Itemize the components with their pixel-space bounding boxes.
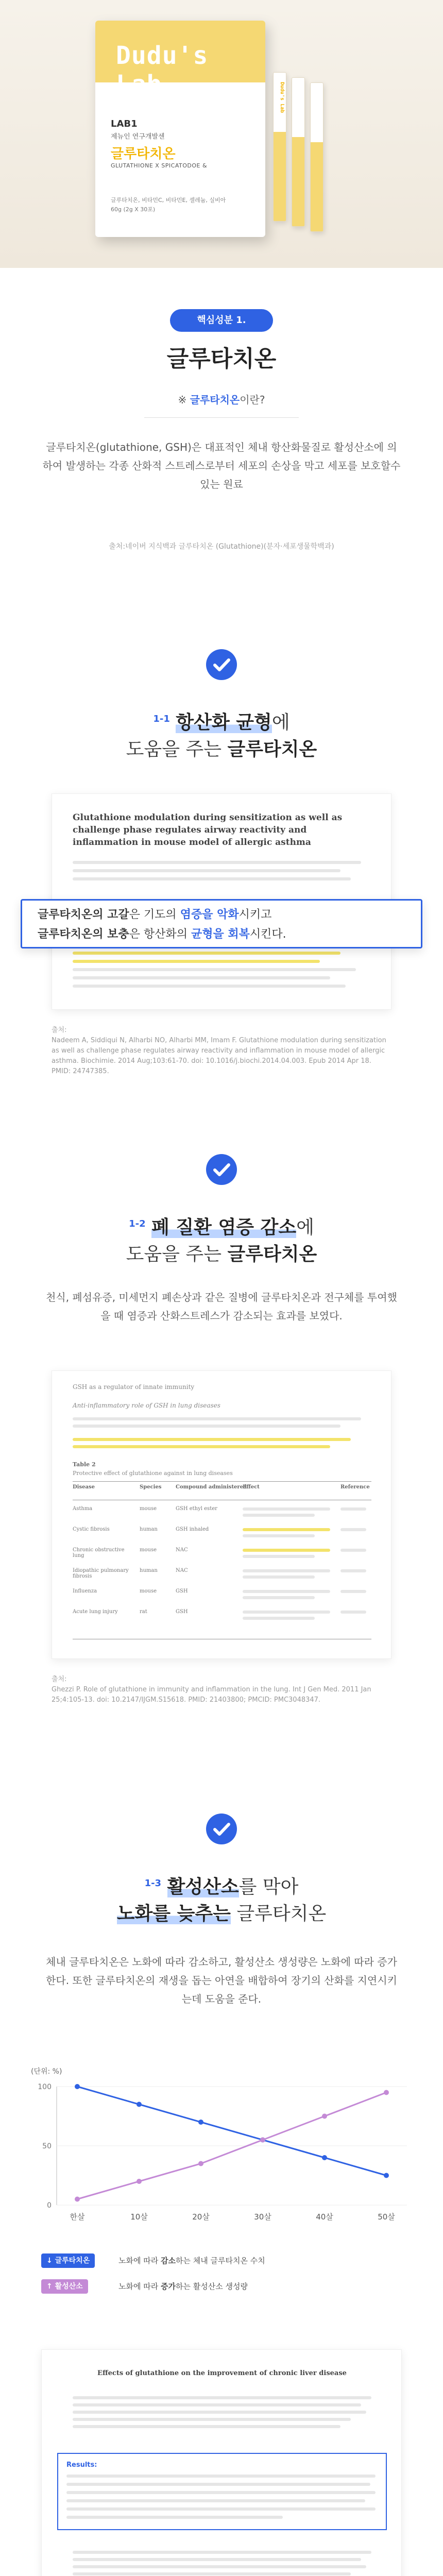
table-cell-effect-line: [243, 1534, 315, 1537]
table-cell-effect-line: [243, 1555, 315, 1558]
table-cell-compound: NAC: [176, 1568, 188, 1573]
table-cell-disease: Acute lung injury: [73, 1609, 118, 1615]
finding-e: 글루타치온의 보충: [38, 928, 129, 941]
legend-glutathione-tag: ↓ 글루타치온: [41, 2253, 95, 2268]
stick-brand: Dudu's Lab: [279, 82, 285, 113]
table-cell-reference-line: [340, 1528, 366, 1531]
section-2-suffix: 에: [296, 1217, 314, 1238]
table-cell-compound: GSH inhaled: [176, 1527, 209, 1532]
paper-line: [73, 1417, 361, 1420]
x-tick-label: 30살: [254, 2212, 271, 2222]
table-cell-effect-line: [243, 1549, 330, 1552]
table-cell-reference-line: [340, 1507, 366, 1511]
lab-label: LAB1: [111, 118, 138, 129]
x-tick-label: 한살: [70, 2212, 85, 2222]
data-point-ros: [137, 2179, 142, 2184]
table-cell-effect-line: [243, 1590, 330, 1593]
hero-banner: [0, 0, 443, 268]
table-cell-effect-line: [243, 1575, 315, 1579]
table-cell-effect-line: [243, 1617, 315, 1620]
table-cell-species: mouse: [140, 1506, 157, 1512]
table-row: [73, 1547, 371, 1563]
paper-line-highlight: [73, 1438, 351, 1441]
table-cell-disease: Chronic obstructive lung: [73, 1547, 125, 1558]
series-line-glutathione: [77, 2087, 386, 2176]
paper-line: [66, 2475, 376, 2478]
section-2-line2: [0, 1241, 443, 1268]
check-circle-icon: [206, 1154, 237, 1185]
product-stick-2: [292, 77, 305, 227]
paper-2-source: [52, 1674, 391, 1705]
results-box: [57, 2453, 387, 2530]
product-ingredients: 글루타치온, 비타민C, 비타민E, 셀레늄, 실비아: [111, 197, 226, 204]
paper-excerpt-2: [52, 1370, 391, 1659]
paper-line: [73, 2403, 361, 2406]
paper-line-highlight: [73, 952, 340, 955]
table-col-reference: Reference: [340, 1484, 370, 1490]
section-2-body: 천식, 폐섬유증, 미세먼지 폐손상과 같은 질병에 글루타치온과 전구체를 투여했을 때 염증과 산화스트레스가 감소되는 효과를 보였다.: [46, 1291, 397, 1322]
study-title: Effects of glutathione on the improvement of chronic liver disease: [97, 2369, 347, 2377]
data-point-ros: [75, 2197, 80, 2202]
table-cell-compound: GSH: [176, 1588, 188, 1594]
legend1-post: 하는 체내 글루타치온 수치: [175, 2256, 265, 2265]
table-cell-effect-line: [243, 1507, 330, 1511]
paper-sub: Anti-inflammatory role of GSH in lung diseases: [73, 1402, 220, 1409]
paper-head: GSH as a regulator of innate immunity: [73, 1383, 195, 1391]
data-point-glutathione: [75, 2084, 80, 2089]
section-1-suffix: 에: [271, 712, 290, 733]
section-2-highlight: 폐 질환 염증 감소: [151, 1217, 297, 1238]
finding-g: 균형을 회복: [191, 928, 250, 941]
legend1-pre: 노화에 따라: [118, 2256, 161, 2265]
paper-line: [73, 968, 356, 971]
source-text: Nadeem A, Siddiqui N, Alharbi NO, Alharbi MM, Imam F. Glutathione modulation during sensitization as well as challenge phase regulates airway reactivity and inflammation in mouse model of allergic asthma. Biochimie. 2014 Aug;103:61-70. doi: 10.1016/j.biochi.2014.04.003. Epub 2014 Apr 18. PMID: 24747385.: [52, 1037, 386, 1075]
legend-ros-text: [118, 2279, 248, 2294]
section-3-title: [0, 1870, 443, 1927]
divider: [144, 417, 299, 418]
paper-line: [66, 2516, 283, 2519]
section-1-title: [0, 706, 443, 763]
table-col-compound: Compound administered: [176, 1484, 247, 1490]
table-row: [73, 1506, 371, 1521]
table-cell-compound: GSH ethyl ester: [176, 1506, 217, 1512]
table-cell-effect-line: [243, 1596, 315, 1599]
paper-line: [66, 2499, 365, 2502]
legend-glutathione-text: [118, 2253, 265, 2268]
paper-line: [73, 877, 351, 880]
table-cell-compound: NAC: [176, 1547, 188, 1553]
product-stick-1: [273, 72, 286, 222]
question-highlight: 글루타치온: [190, 394, 240, 406]
data-point-ros: [322, 2114, 327, 2119]
paper-line: [73, 2425, 340, 2428]
data-point-ros: [198, 2161, 203, 2166]
table-cell-disease: Cystic fibrosis: [73, 1527, 110, 1532]
section-3-highlight: 활성산소: [167, 1876, 239, 1897]
data-point-glutathione: [384, 2173, 389, 2178]
data-point-ros: [260, 2138, 265, 2143]
section-3-line2-suffix: 글루타치온: [230, 1903, 327, 1924]
table-row: [73, 1568, 371, 1583]
key-finding-line2: [38, 925, 408, 944]
table-row: [73, 1588, 371, 1604]
table-cell-reference-line: [340, 1590, 366, 1593]
product-box: [95, 21, 265, 237]
finding-d: 시키고: [238, 908, 272, 921]
paper-line: [73, 2572, 351, 2575]
table-cell-species: rat: [140, 1609, 147, 1615]
brand-logo: Dudu's Lab: [116, 41, 209, 99]
table-cell-effect-line: [243, 1611, 330, 1614]
section-1-highlight: 항산화 균형: [176, 712, 272, 733]
paper-line: [73, 976, 330, 979]
x-tick-label: 20살: [192, 2212, 210, 2222]
legend-ros: [41, 2277, 402, 2296]
section-3-body: 체내 글루타치온은 노화에 따라 감소하고, 활성산소 생성량은 노화에 따라 증가한다. 또한 글루타치온의 재생을 돕는 아연을 배합하여 장기의 산화를 지연시키는데 도움을 준다.: [46, 1956, 397, 2005]
finding-a: 글루타치온의 고갈: [38, 908, 129, 921]
section-2-line2-prefix: 도움을 주는: [126, 1244, 228, 1265]
question-line: [0, 392, 443, 406]
product-name: 글루타치온: [111, 146, 176, 162]
question-prefix: ※: [178, 394, 190, 406]
table-rule: [73, 1481, 371, 1482]
chart-svg: [21, 2076, 422, 2231]
paper-line: [73, 861, 361, 864]
core-ingredient-pill: 핵심성분 1.: [170, 309, 273, 332]
data-point-glutathione: [322, 2155, 327, 2160]
definition-source: 출처:네이버 지식백과 글루타치온 (Glutathione)(분자·세포생물학백과): [109, 543, 334, 551]
section-3-line1: [0, 1870, 443, 1901]
table-cell-disease: Idiopathic pulmonary fibrosis: [73, 1568, 129, 1579]
key-finding-line1: [38, 906, 408, 924]
paper-line-highlight: [73, 960, 320, 963]
paper-line: [73, 869, 340, 872]
finding-b: 은 기도의: [129, 908, 180, 921]
table-title: Table 2: [73, 1461, 96, 1468]
table-col-species: Species: [140, 1484, 162, 1490]
section-2-title: [0, 1211, 443, 1268]
check-circle-icon: [206, 649, 237, 680]
table-row: [73, 1609, 371, 1624]
section-2-num: 1-2: [129, 1218, 146, 1229]
table-cell-effect-line: [243, 1528, 330, 1531]
section-1-line2: [0, 736, 443, 763]
data-point-glutathione: [198, 2120, 203, 2125]
source-text: Ghezzi P. Role of glutathione in immunity and inflammation in the lung. Int J Gen Med. 2011 Jan 25;4:105-13. doi: 10.2147/IJGM.S15618. PMID: 21403800; PMCID: PMC3048347.: [52, 1686, 371, 1704]
section-3-line2-highlight: 노화를 늦추는: [116, 1903, 231, 1924]
table-cell-disease: Influenza: [73, 1588, 97, 1594]
section-3-line2: [0, 1901, 443, 1927]
paper-line: [66, 2491, 376, 2494]
table-row: [73, 1527, 371, 1542]
x-tick-label: 40살: [316, 2212, 333, 2222]
y-tick-label: 100: [38, 2083, 52, 2091]
table-cell-compound: GSH: [176, 1609, 188, 1615]
paper-line: [66, 2507, 376, 2511]
paper-line: [73, 2396, 371, 2399]
product-weight: 60g (2g X 30포): [111, 206, 156, 213]
key-finding-box: [21, 899, 422, 948]
lab-sub: 제뉴인 연구개발센: [111, 133, 165, 141]
paper-title: Glutathione modulation during sensitization as well as challenge phase regulates airway reactivity and inflammation in mouse model of allergic asthma: [73, 812, 343, 848]
x-tick-label: 10살: [130, 2212, 148, 2222]
paper-excerpt-3: [41, 2349, 402, 2576]
section-1-line2-prefix: 도움을 주는: [126, 739, 228, 760]
finding-h: 시킨다.: [249, 928, 286, 941]
section-2-line1: [0, 1211, 443, 1241]
table-cell-disease: Asthma: [73, 1506, 93, 1512]
paper-line: [73, 2565, 366, 2568]
definition-text: 글루타치온(glutathione, GSH)은 대표적인 체내 항산화물질로 활성산소에 의하여 발생하는 각종 산화적 스트레스로부터 세포의 손상을 막고 세포를 보호할수 있는 원료: [42, 441, 401, 490]
section-1-line1: [0, 706, 443, 736]
y-tick-label: 50: [42, 2142, 52, 2150]
legend2-bold: 증가: [161, 2282, 176, 2291]
table-col-effect: Effect: [243, 1484, 260, 1490]
source-label: 출처:: [52, 1026, 67, 1034]
section-3-suffix: 를 막아: [238, 1876, 299, 1897]
table-cell-species: mouse: [140, 1547, 157, 1553]
section-3-num: 1-3: [144, 1878, 162, 1889]
paper-line: [73, 2551, 371, 2554]
paper-line: [73, 1425, 340, 1428]
source-label: 출처:: [52, 1675, 67, 1683]
data-point-ros: [384, 2090, 389, 2095]
table-cell-effect-line: [243, 1514, 315, 1517]
legend-glutathione: [41, 2251, 402, 2270]
question-suffix: 이란?: [240, 394, 265, 406]
table-cell-species: human: [140, 1527, 158, 1532]
paper-line: [73, 2558, 361, 2561]
finding-f: 은 항산화의: [129, 928, 191, 941]
table-cell-reference-line: [340, 1549, 366, 1552]
x-tick-label: 50살: [378, 2212, 395, 2222]
product-desc: [111, 196, 250, 214]
table-caption: Protective effect of glutathione against in lung diseases: [73, 1470, 233, 1477]
legend2-pre: 노화에 따라: [118, 2282, 161, 2291]
paper-1-source: [52, 1025, 391, 1077]
legend-ros-tag: ↑ 활성산소: [41, 2279, 88, 2294]
aging-chart: [21, 2066, 422, 2231]
check-circle-icon: [206, 1814, 237, 1844]
table-cell-reference-line: [340, 1611, 366, 1614]
y-tick-label: 0: [47, 2201, 52, 2210]
section-title: 글루타치온: [166, 346, 277, 372]
table-cell-species: human: [140, 1568, 158, 1573]
paper-line: [73, 985, 346, 988]
paper-line: [66, 2483, 370, 2486]
product-eng-name: GLUTATHIONE X SPICATODOE &: [111, 162, 208, 169]
chart-unit: (단위: %): [31, 2067, 62, 2076]
finding-c: 염증을 악화: [180, 908, 239, 921]
table-cell-species: mouse: [140, 1588, 157, 1594]
table-cell-reference-line: [340, 1569, 366, 1572]
section-2-line2-bold: 글루타치온: [227, 1244, 317, 1265]
section-1-line2-bold: 글루타치온: [227, 739, 317, 760]
results-label: Results:: [66, 2461, 97, 2469]
product-stick-3: [310, 82, 323, 232]
legend1-bold: 감소: [161, 2256, 176, 2265]
legend2-post: 하는 활성산소 생성량: [175, 2282, 248, 2291]
section-1-num: 1-1: [153, 714, 170, 724]
table-col-disease: Disease: [73, 1484, 95, 1490]
data-point-glutathione: [137, 2102, 142, 2107]
paper-line: [73, 2418, 351, 2421]
paper-line-highlight: [73, 1445, 330, 1448]
table-cell-effect-line: [243, 1569, 330, 1572]
paper-line: [73, 2411, 366, 2414]
